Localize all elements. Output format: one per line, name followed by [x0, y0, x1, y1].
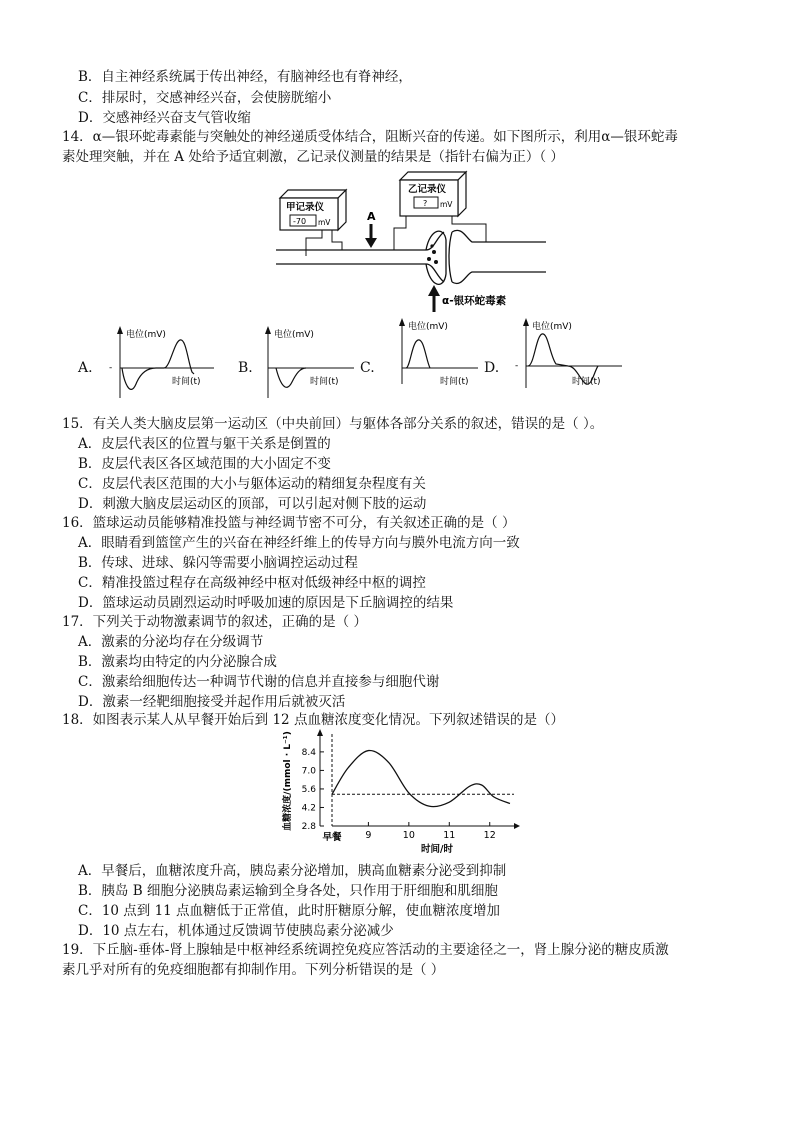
q18-stem: 18．如图表示某人从早餐开始后到 12 点血糖浓度变化情况。下列叙述错误的是（） — [62, 712, 564, 728]
waveform-a — [100, 322, 218, 402]
svg-text:-: - — [109, 363, 113, 373]
x-tick-label: 11 — [443, 830, 456, 841]
y-axis-label: 血糖浓度/(mmol · L⁻¹) — [283, 731, 293, 831]
q13-option-d: D．交感神经兴奋支气管收缩 — [78, 110, 251, 126]
svg-text:时间(t): 时间(t) — [172, 377, 201, 387]
x-tick-label: 10 — [402, 830, 415, 841]
q15-option-b: B．皮层代表区各区域范围的大小固定不变 — [78, 456, 331, 472]
q17-option-a: A．激素的分泌均存在分级调节 — [78, 634, 264, 650]
svg-text:电位(mV): 电位(mV) — [126, 330, 166, 340]
x-start-label: 早餐 — [322, 832, 342, 843]
recorder-yi-label: 乙记录仪 — [408, 184, 447, 195]
svg-text:电位(mV): 电位(mV) — [408, 322, 448, 332]
recorder-yi-value: ? — [423, 199, 428, 208]
recorder-jia-unit: mV — [318, 218, 331, 227]
recorder-jia-label: 甲记录仪 — [286, 202, 325, 213]
waveform-d — [506, 314, 626, 394]
q15-option-c: C．皮层代表区范围的大小与躯体运动的精细复杂程度有关 — [78, 476, 426, 492]
q16-option-b: B．传球、进球、躲闪等需要小脑调控运动过程 — [78, 555, 358, 571]
q14-option-c-letter: C. — [360, 360, 375, 376]
svg-text:电位(mV): 电位(mV) — [274, 330, 314, 340]
q19-stem-line2: 素几乎对所有的免疫细胞都有抑制作用。下列分析错误的是（ ） — [62, 962, 445, 978]
q19-stem-line1: 19．下丘脑-垂体-肾上腺轴是中枢神经系统调控免疫应答活动的主要途径之一，肾上腺分泌的糖皮质激 — [62, 942, 669, 958]
q16-stem: 16．篮球运动员能够精准投篮与神经调节密不可分，有关叙述正确的是（ ） — [62, 515, 516, 531]
q17-option-d: D．激素一经靶细胞接受并起作用后就被灭活 — [78, 694, 346, 710]
q18-option-a: A．早餐后，血糖浓度升高，胰岛素分泌增加，胰高血糖素分泌受到抑制 — [78, 863, 507, 879]
waveform-c — [382, 314, 482, 394]
toxin-label: α-银环蛇毒素 — [442, 295, 507, 307]
x-tick-label: 12 — [483, 830, 496, 841]
toxin-arrow-icon — [428, 285, 440, 296]
q14-option-a-letter: A. — [78, 360, 93, 376]
q16-option-a: A．眼睛看到篮筐产生的兴奋在神经纤维上的传导方向与膜外电流方向一致 — [78, 535, 520, 551]
blood-glucose-chart — [276, 728, 526, 856]
y-tick-label: 2.8 — [301, 822, 316, 832]
recorder-jia — [280, 190, 346, 230]
recorder-yi-unit: mV — [440, 200, 453, 209]
q14-option-b-letter: B. — [238, 360, 253, 376]
svg-text:时间(t): 时间(t) — [572, 377, 601, 387]
x-axis-label: 时间/时 — [421, 844, 453, 855]
y-axis-arrow — [317, 729, 323, 736]
waveform-b — [258, 322, 358, 402]
synapse-diagram — [276, 170, 546, 315]
q17-option-b: B．激素均由特定的内分泌腺合成 — [78, 654, 277, 670]
glucose-curve — [332, 750, 510, 806]
svg-text:-: - — [515, 361, 519, 371]
q15-option-a: A．皮层代表区的位置与躯干关系是倒置的 — [78, 436, 331, 452]
q14-option-d-letter: D. — [484, 360, 500, 376]
q14-stem-line1: 14．α—银环蛇毒素能与突触处的神经递质受体结合，阻断兴奋的传递。如下图所示，利用α—银环蛇毒 — [62, 129, 678, 145]
y-tick-label: 7.0 — [301, 766, 316, 777]
recorder-jia-value: -70 — [293, 217, 307, 226]
q15-option-d: D．刺激大脑皮层运动区的顶部，可以引起对侧下肢的运动 — [78, 496, 427, 512]
q13-option-c: C．排尿时，交感神经兴奋，会使膀胱缩小 — [78, 90, 332, 106]
q15-stem: 15．有关人类大脑皮层第一运动区（中央前回）与躯体各部分关系的叙述，错误的是（ ）。 — [62, 416, 604, 432]
svg-text:时间(t): 时间(t) — [440, 377, 469, 387]
q16-option-d: D．篮球运动员剧烈运动时呼吸加速的原因是下丘脑调控的结果 — [78, 595, 454, 611]
y-tick-label: 5.6 — [301, 784, 316, 795]
y-tick-label: 4.2 — [301, 803, 316, 814]
q18-option-d: D．10 点左右，机体通过反馈调节使胰岛素分泌减少 — [78, 923, 394, 939]
q18-option-b: B．胰岛 B 细胞分泌胰岛素运输到全身各处，只作用于肝细胞和肌细胞 — [78, 883, 498, 899]
x-axis-arrow — [514, 823, 520, 829]
stim-arrow-icon — [365, 238, 377, 248]
recorder-yi — [400, 172, 466, 216]
q16-option-c: C．精准投篮过程存在高级神经中枢对低级神经中枢的调控 — [78, 575, 426, 591]
q17-option-c: C．激素给细胞传达一种调节代谢的信息并直接参与细胞代谢 — [78, 674, 440, 690]
stim-label-a: A — [367, 210, 376, 223]
q17-stem: 17．下列关于动物激素调节的叙述，正确的是（ ） — [62, 614, 367, 630]
q14-stem-line2: 素处理突触，并在 A 处给予适宜刺激，乙记录仪测量的结果是（指针右偏为正）（ ） — [62, 149, 564, 165]
x-tick-label: 9 — [365, 830, 372, 841]
svg-text:电位(mV): 电位(mV) — [532, 322, 572, 332]
y-tick-label: 8.4 — [301, 747, 316, 758]
q18-option-c: C．10 点到 11 点血糖低于正常值，此时肝糖原分解，使血糖浓度增加 — [78, 903, 501, 919]
svg-text:时间(t): 时间(t) — [310, 377, 339, 387]
q13-option-b: B．自主神经系统属于传出神经，有脑神经也有脊神经， — [78, 69, 412, 85]
